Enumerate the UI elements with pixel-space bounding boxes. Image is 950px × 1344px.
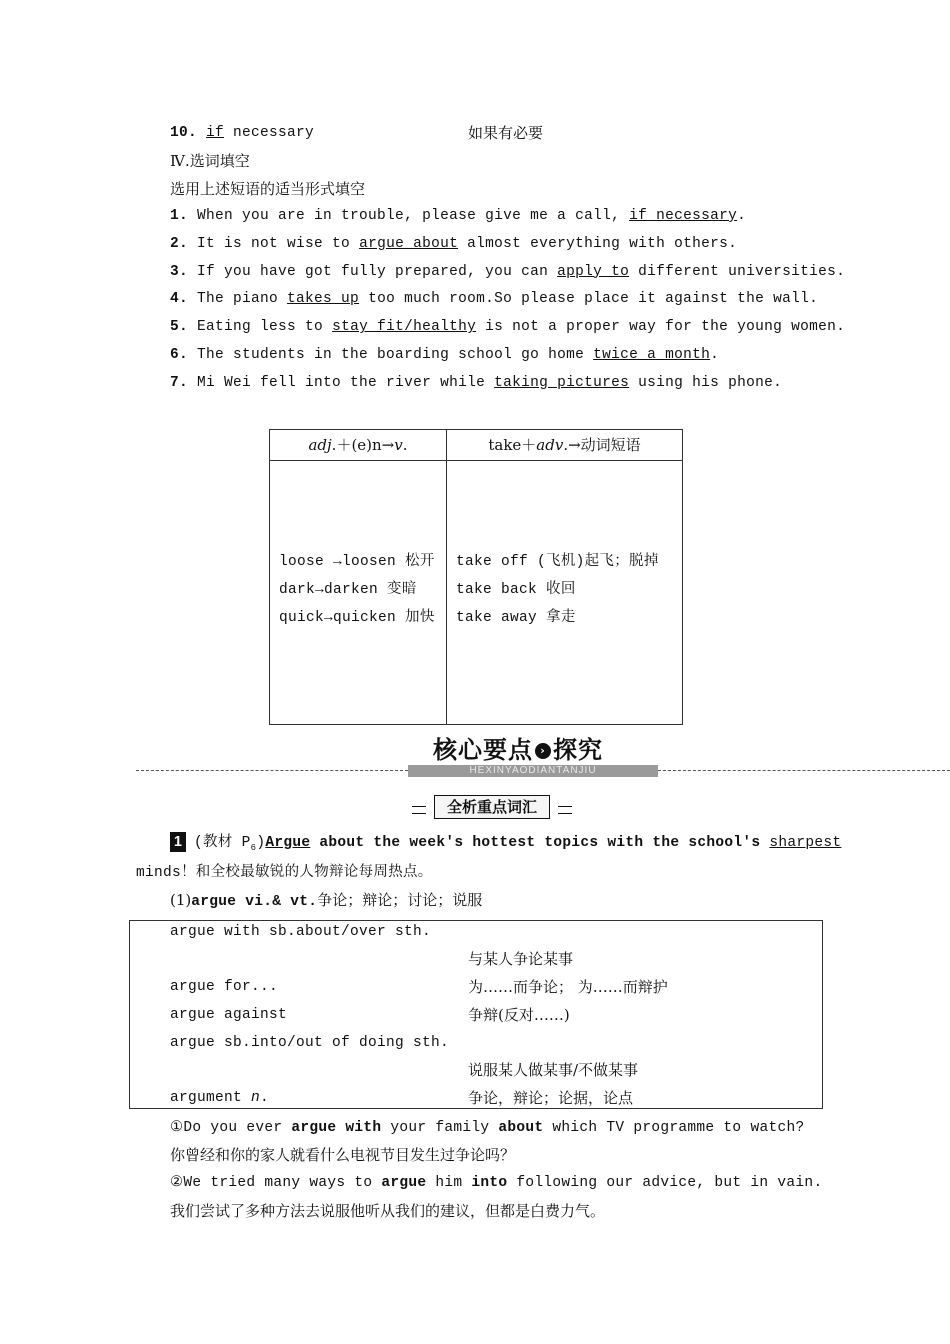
example-1 (170, 1118, 804, 1138)
sentence-text: about the week's hottest topics with the school's (310, 835, 770, 851)
example-mark: ② (170, 1175, 184, 1191)
usage-en: argue for... (170, 979, 279, 995)
section-banner (0, 730, 950, 780)
keyword: sharpest (769, 835, 842, 851)
sentence (170, 373, 782, 393)
example-2 (170, 1173, 822, 1193)
sentence (170, 262, 845, 282)
table-cell: take away 拿走 (456, 610, 576, 626)
usage-en: argue sb.into/out of doing sth. (170, 1035, 450, 1051)
sentence (170, 345, 719, 365)
header-text: v (394, 436, 403, 454)
sentence (170, 234, 737, 254)
example-keyword: argue with (291, 1120, 382, 1136)
sentence-text: It is not wise to (197, 235, 360, 252)
sentence-text: The piano (197, 291, 288, 308)
item-10-translation: 如果有必要 (468, 124, 544, 142)
table-header-left (270, 430, 446, 461)
example-text: your family (381, 1120, 499, 1136)
example-2-translation: 我们尝试了多种方法去说服他听从我们的建议，但都是白费力气。 (170, 1202, 606, 1220)
point-1-line (170, 832, 841, 858)
sentence-text: too much room.So please place it against the wall. (359, 291, 819, 308)
example-keyword: about (498, 1120, 544, 1136)
sentence (170, 289, 818, 309)
example-text: We tried many ways to (183, 1175, 382, 1191)
table-cell: take back 收回 (456, 582, 576, 598)
section-label: 全析重点词汇 (434, 795, 550, 819)
usage-en: argue with sb.about/over sth. (170, 924, 432, 940)
sentence-text: different universities. (629, 263, 846, 280)
source-text: (教材 P (194, 835, 251, 851)
dashed-rule-right (658, 770, 950, 771)
decor-bar (412, 806, 426, 814)
example-mark: ① (170, 1120, 184, 1136)
usage-cn: 争辩(反对……) (468, 1006, 570, 1024)
sentence-number: 3. (170, 263, 189, 280)
answer: if necessary (629, 208, 738, 224)
example-text: Do you ever (183, 1120, 292, 1136)
usage-pos: n (251, 1090, 261, 1106)
answer: apply to (557, 263, 630, 280)
item-10 (170, 123, 314, 143)
banner-title-text: 核心要点 (433, 736, 533, 764)
header-text: .＋(e)n→ (331, 436, 395, 454)
usage-cn: 争论，辩论；论据，论点 (468, 1089, 634, 1107)
example-keyword: argue (381, 1175, 427, 1191)
header-text: adv (536, 436, 564, 454)
sentence-number: 6. (170, 347, 189, 363)
table-left-body (279, 548, 435, 632)
header-text: adj (308, 436, 332, 454)
usage-cn: 说服某人做某事/不做某事 (468, 1061, 639, 1079)
sentence-text: . (710, 347, 720, 363)
example-text: which TV programme to watch? (543, 1120, 805, 1136)
point-1-line-2: minds！和全校最敏锐的人物辩论每周热点。 (136, 865, 433, 881)
table-right-body (456, 548, 659, 632)
sentence-number: 2. (170, 235, 189, 252)
example-1-translation: 你曾经和你的家人就看什么电视节目发生过争论吗？ (170, 1146, 516, 1164)
sentence-text: When you are in trouble, please give me a call, (197, 208, 630, 224)
sentence (170, 317, 845, 337)
usage-cn: 为……而争论； 为……而辩护 (468, 978, 668, 996)
header-text: . (402, 436, 408, 454)
point-number-badge: 1 (170, 832, 186, 852)
table-cell: loose →loosen 松开 (279, 554, 435, 570)
table-divider (446, 430, 447, 724)
keyword: Argue (265, 835, 311, 851)
header-text: .→动词短语 (563, 436, 641, 454)
example-text: following our advice, but in vain. (507, 1175, 823, 1191)
answer: taking pictures (494, 374, 630, 391)
sub-heading (170, 890, 482, 912)
example-text: him (426, 1175, 472, 1191)
source-text: ) (256, 835, 266, 851)
sentence-text: Mi Wei fell into the river while (197, 374, 495, 391)
sentence-text: The students in the boarding school go home (197, 347, 594, 363)
usage-word: argument (170, 1090, 252, 1106)
sentence-number: 7. (170, 374, 189, 391)
vocab-table (269, 429, 683, 725)
section-label-box (412, 795, 572, 819)
sentence-text: using his phone. (629, 374, 783, 391)
header-text: take＋ (488, 436, 537, 454)
answer: argue about (359, 235, 459, 252)
sentence-text: If you have got fully prepared, you can (197, 263, 558, 280)
table-cell: quick→quicken 加快 (279, 610, 435, 626)
table-cell: dark→darken 变暗 (279, 582, 417, 598)
sentence (170, 206, 746, 226)
decor-bar (558, 806, 572, 814)
example-keyword: into (471, 1175, 508, 1191)
sentence-text: almost everything with others. (458, 235, 738, 252)
answer: twice a month (593, 347, 711, 363)
table-header-right (447, 430, 682, 461)
sentence-number: 4. (170, 291, 189, 308)
dashed-rule-left (136, 770, 408, 771)
answer: if (206, 125, 225, 141)
usage-en (170, 1088, 269, 1108)
banner-subtitle: HEXINYAODIANTANJIU (408, 765, 658, 777)
usage-box (129, 920, 823, 1109)
sentence-text: is not a proper way for the young women. (476, 319, 846, 336)
table-cell: take off (飞机)起飞；脱掉 (456, 554, 659, 570)
sentence-number: 5. (170, 319, 189, 336)
usage-word: . (260, 1090, 270, 1106)
section-heading: Ⅳ.选词填空 (170, 152, 250, 170)
sub-heading-text: 争论；辩论；讨论；说服 (317, 891, 483, 909)
item-text: necessary (224, 125, 315, 141)
section-instruction: 选用上述短语的适当形式填空 (170, 180, 366, 198)
answer: takes up (287, 291, 360, 308)
sentence-text: Eating less to (197, 319, 333, 336)
banner-title (433, 730, 603, 765)
answer: stay fit/healthy (332, 319, 477, 336)
source-sub: 6 (250, 842, 257, 853)
item-number: 10. (170, 125, 198, 141)
sentence-text: . (737, 208, 747, 224)
sub-heading-text: argue vi.& vt. (191, 894, 318, 910)
usage-cn: 与某人争论某事 (468, 950, 574, 968)
banner-title-text: 探究 (553, 736, 603, 764)
sub-heading-text: (1) (170, 891, 192, 909)
usage-en: argue against (170, 1007, 288, 1023)
sentence-number: 1. (170, 208, 189, 224)
arrow-right-icon: › (535, 743, 551, 759)
